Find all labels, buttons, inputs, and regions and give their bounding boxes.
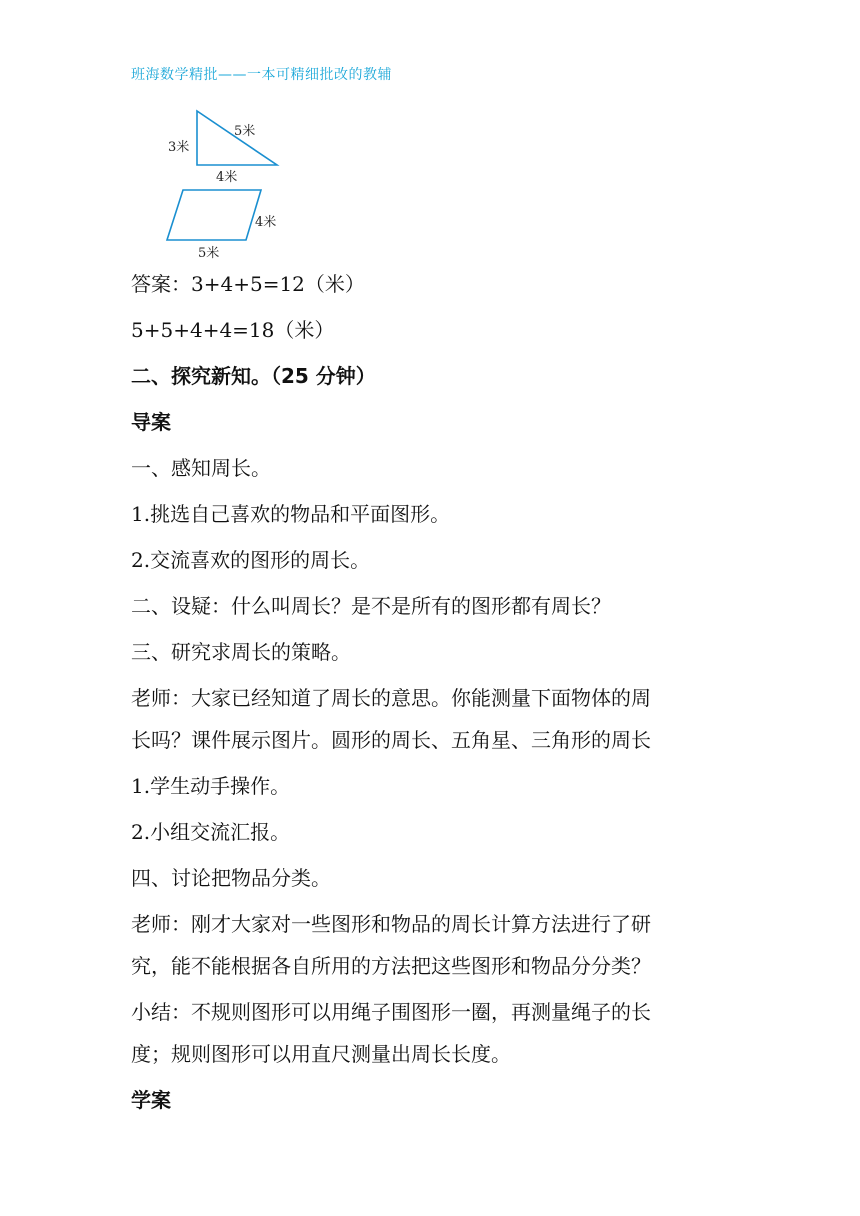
answer-line-1: 答案：3+4+5=12（米） [131,272,365,296]
text-line: 三、研究求周长的策略。 [131,640,351,664]
text-line: 二、设疑：什么叫周长？是不是所有的图形都有周长？ [131,594,611,618]
text-line: 2.交流喜欢的图形的周长。 [131,548,371,572]
text-line: 一、感知周长。 [131,456,271,480]
parallelogram-right-label: 4米 [255,215,277,230]
answer-line-2: 5+5+4+4=18（米） [131,318,335,342]
text-line: 四、讨论把物品分类。 [131,866,331,890]
geometry-figure [160,104,300,264]
text-line: 1.挑选自己喜欢的物品和平面图形。 [131,502,451,526]
study-heading: 学案 [131,1088,171,1112]
section-heading: 二、探究新知。（25 分钟） [131,364,376,388]
page-header: 班海数学精批——一本可精细批改的教辅 [131,67,392,83]
parallelogram-bottom-label: 5米 [198,246,220,261]
text-line: 小结：不规则图形可以用绳子围图形一圈，再测量绳子的长 [131,1000,651,1024]
parallelogram [167,190,261,240]
text-line: 老师：大家已经知道了周长的意思。你能测量下面物体的周 [131,686,651,710]
guide-heading: 导案 [131,410,171,434]
text-line: 度；规则图形可以用直尺测量出周长长度。 [131,1042,511,1066]
triangle-hypotenuse-label: 5米 [234,124,256,139]
triangle-left-label: 3米 [168,140,190,155]
text-line: 究，能不能根据各自所用的方法把这些图形和物品分分类？ [131,954,651,978]
triangle-bottom-label: 4米 [216,170,238,185]
text-line: 1.学生动手操作。 [131,774,291,798]
text-line: 2.小组交流汇报。 [131,820,291,844]
text-line: 长吗？课件展示图片。圆形的周长、五角星、三角形的周长 [131,728,651,752]
text-line: 老师：刚才大家对一些图形和物品的周长计算方法进行了研 [131,912,651,936]
